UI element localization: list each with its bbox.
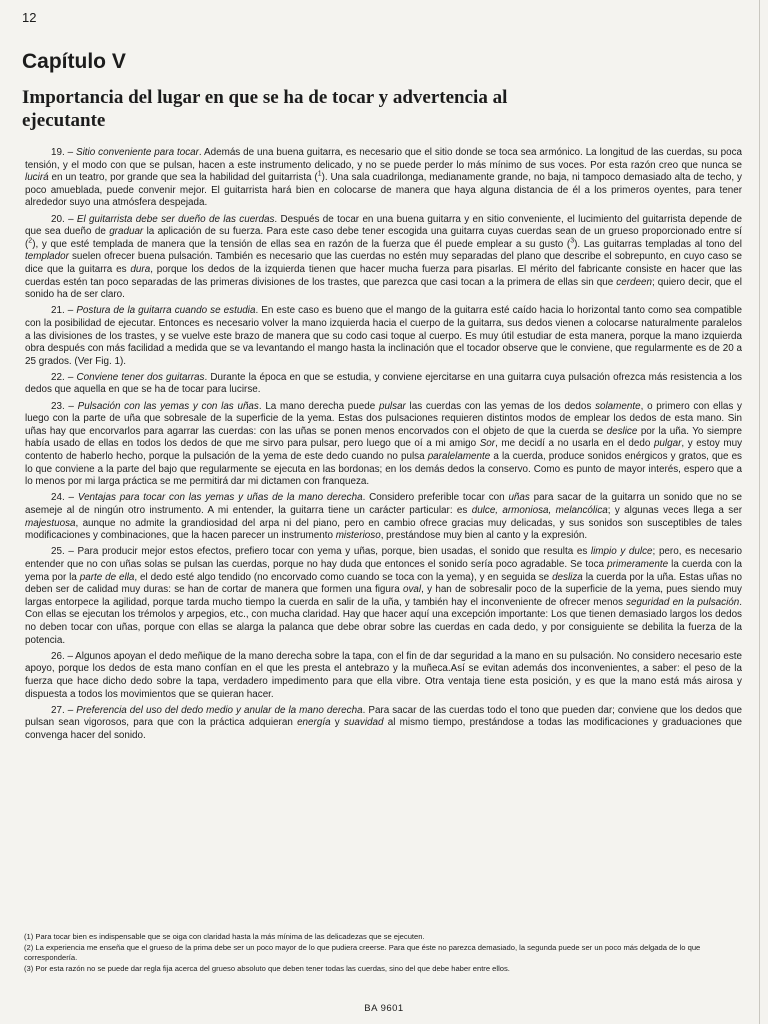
text-run: , o primero con ellas y luego con la parte de uña que sobresale de la superficie de la yema. Estas dos pulsaciones requieren distintos modos de emplear los dedos de esta mano. Sin uñas hay que encorvarlos para agarrar las cuerdas: con las uñas se ponen menos encorvados con el objeto de que la cuerda se bbox=[25, 400, 742, 437]
italic-text: templador bbox=[25, 251, 69, 263]
text-run: ; pero, es necesario entender que no con uñas solas se pulsan las cuerdas, porque no hay duda que entonces el sonido sería poco agradable. Se toca bbox=[25, 546, 742, 570]
text-run: para sacar de la guitarra un sonido que no se asemeje al de ningún otro instrumento. A mi entender, la guitarra tiene un carácter particular: es bbox=[25, 492, 742, 516]
italic-text: Postura de la guitarra cuando se estudia bbox=[76, 305, 256, 317]
italic-text: misterioso bbox=[335, 530, 381, 542]
italic-text: pulgar bbox=[653, 438, 682, 450]
italic-text: Pulsación con las yemas y con las uñas bbox=[77, 400, 259, 412]
text-run: la cuerda por la uña. Estas uñas no deben ser de calidad muy duras: se han de cortar de manera que formen una figura bbox=[25, 571, 743, 596]
text-run: . La mano derecha puede bbox=[258, 400, 379, 412]
italic-text: desliza bbox=[552, 571, 583, 583]
body-text bbox=[25, 147, 742, 746]
footnote-ref: 1 bbox=[317, 170, 322, 178]
text-run: ), y que esté templada de manera que la tensión de ellas sea en razón de la fuerza que él puede emplear a su gusto ( bbox=[32, 238, 571, 250]
italic-text: oval bbox=[402, 584, 422, 596]
paragraph-23 bbox=[25, 401, 742, 489]
paragraph-22 bbox=[25, 372, 742, 397]
italic-text: deslice bbox=[606, 425, 638, 437]
text-run: la cuerda con la yema por la bbox=[25, 558, 742, 583]
text-run: ; quiero decir, que el sonido ha de ser claro. bbox=[25, 276, 742, 301]
text-run: suelen ofrecer buena pulsación. También es necesario que las cuerdas no estén muy separadas del plano que describe el sobrepunto, en cuyo caso se dice que la guitarra es bbox=[25, 251, 742, 275]
italic-text: El guitarrista debe ser dueño de las cuerdas bbox=[76, 213, 275, 225]
text-run: . Después de tocar en una buena guitarra y en sitio conveniente, el lucimiento del guitarrista depende de que sea dueño de bbox=[25, 213, 742, 238]
italic-text: paralelamente bbox=[427, 451, 491, 463]
italic-text: dura bbox=[130, 263, 151, 275]
italic-text: pulsar bbox=[378, 400, 406, 412]
text-run: , y han de sobresalir poco de la superficie de la yema, pues siendo muy largas entorpece la agilidad, porque tarda mucho tiempo la cuerda en salir de la uña, y también hay el inconveniente de ofrecer menos bbox=[25, 584, 742, 608]
text-run: , prestándose muy bien al canto y la expresión. bbox=[380, 530, 588, 542]
text-run: la aplicación de su fuerza. Para este caso debe tener escogida una guitarra cuyas cuerdas sean de un grueso proporcionado entre sí ( bbox=[25, 226, 742, 250]
text-run: en un teatro, por grande que sea la habilidad del guitarrista ( bbox=[48, 172, 318, 184]
text-run: . Durante la época en que se estudia, y conviene ejercitarse en una guitarra cuya pulsación ofrezca más resistencia a los dedos que aquella en que se ha de tocar para lucirse. bbox=[25, 371, 742, 396]
italic-text: Sor bbox=[479, 438, 496, 450]
text-run: 26. – Algunos apoyan el dedo meñique de la mano derecha sobre la tapa, con el fin de dar seguridad a la mano en su pulsación. No considero necesario este apoyo, porque los dedos de esta mano confían en el que les presta el antebrazo y la muñeca.Así se evitan además dos inconvenientes, a saber: el peso de la fuerza que hace dicho dedo sobre la tapa, verdadero impedimento para que ella vibre. Otra ventaja tiene esta posición, y es que la mano está más airosa y dispuesta a todos los movimientos que se quieran hacer. bbox=[25, 650, 742, 700]
text-run: a la cuerda, produce sonidos enérgicos y gratos, que es lo que conviene a la parte del bajo que regularmente se ejecuta en las bordonas; en los demás dedos la conservo. Como es punto de mayor interés, espero que a lo menos por mi larga práctica se me permitirá dar mi dictamen con franqueza. bbox=[25, 451, 742, 488]
section-title: Importancia del lugar en que se ha de tocar y advertencia al ejecutante bbox=[22, 87, 508, 131]
italic-text: solamente bbox=[595, 400, 641, 412]
italic-text: energía bbox=[297, 717, 331, 729]
text-run: al mismo tiempo, prestándose a todas las modificaciones y graduaciones que convenga hacer del sonido. bbox=[25, 717, 742, 741]
text-run: ; y algunas veces llega a ser bbox=[607, 505, 742, 516]
text-run: , aunque no admite la grandiosidad del arpa ni del piano, pero en cambio ofrece gracias muy delicadas, y sus sonidos son susceptibles de tales modificaciones y combinaciones, que la hacen parecer un instrumento bbox=[25, 517, 742, 542]
italic-text: cerdeen bbox=[616, 276, 652, 288]
italic-text: Conviene tener dos guitarras bbox=[76, 371, 205, 383]
text-run: . En este caso es bueno que el mango de la guitarra esté caído hacia lo horizontal tanto como sea compatible con la posibilidad de ejecutar. Entonces es necesario volver la mano izquierda hacia el cuerpo de la guitarra, sus dedos vienen a colocarse naturalmente paralelos a las divisiones de los trastes, y se vuelve este brazo de manera que su codo casi toque al cuerpo. Es muy útil estudiar de esta manera, porque la mano izquierda obra después con más facilidad a medida que se va levantando el mango hasta la inclinación que el tocador observe que le conviene, que regularmente es de 20 a 25 grados. (Ver Fig. 1). bbox=[25, 305, 742, 367]
italic-text: graduar bbox=[109, 226, 144, 238]
italic-text: uñas bbox=[508, 492, 530, 504]
page-number: 12 bbox=[22, 10, 37, 25]
text-run: 21. – bbox=[51, 305, 77, 317]
text-run: . Para sacar de las cuerdas todo el tono que pueden dar; conviene que los dedos que pulsan sean vigorosos, para que con la práctica adquieran bbox=[25, 704, 742, 729]
text-run: . Considero preferible tocar con bbox=[362, 492, 509, 504]
text-run: 27. – bbox=[51, 704, 77, 716]
text-run: las cuerdas con las yemas de los dedos bbox=[405, 400, 596, 412]
footnote-3: (3) Por esta razón no se puede dar regla fija acerca del grueso absoluto que deben tener todas las cuerdas, sino del que debe haber entre ellos. bbox=[24, 964, 510, 973]
scan-edge-line bbox=[759, 0, 760, 1024]
italic-text: majestuosa bbox=[25, 517, 76, 529]
italic-text: Preferencia del uso del dedo medio y anular de la mano derecha bbox=[76, 704, 363, 716]
text-run: , y estoy muy contento de haberlo hecho, porque la pulsación de la yema de este dedo cuando no pulsa bbox=[25, 438, 743, 463]
italic-text: suavidad bbox=[343, 717, 384, 729]
paragraph-24 bbox=[25, 492, 742, 542]
text-run: . Con ellas se ejecutan los trémolos y arpegios, etc., con mucha claridad. Hay que hacer aquí una excepción importante: Los que tienen demasiado largos los dedos no deben tocar con uñas, porque con ellas se alarga la palanca que debe obrar sobre las cuerdas en cada dedo, y por consiguiente se debilita la fuerza de la potencia. bbox=[25, 596, 743, 646]
chapter-heading: Capítulo V bbox=[22, 50, 126, 73]
text-run: 24. – bbox=[51, 492, 78, 504]
italic-text: limpio y dulce bbox=[590, 546, 653, 558]
italic-text: Sitio conveniente para tocar bbox=[76, 147, 199, 158]
paragraph-25 bbox=[25, 546, 742, 647]
footnote-2: (2) La experiencia me enseña que el grueso de la prima debe ser un poco mayor de lo que pudiera creerse. Para que éste no parezca demasiado, la segunda puede ser un poco más delgada de lo que correspondería. bbox=[24, 943, 701, 962]
text-run: , porque los dedos de la izquierda tienen que hacer mucha fuerza para pisarlas. El mérito del fabricante consiste en hacer que las cuerdas estén tan poco separadas de las primeras divisiones de los trastes, que parezca que casi tocan a la primera de ellas sin que bbox=[25, 263, 742, 288]
text-run: ). Una sala cuadrilonga, medianamente grande, no baja, ni tampoco demasiado alta de techo, y poco amueblada, puede convenir mejor. El guitarrista hará bien en colocarse de manera que haya alguna distancia de él a los primeros oyentes, para tener alrededor suyo una atmósfera despejada. bbox=[25, 172, 742, 209]
italic-text: lucirá bbox=[25, 172, 49, 184]
text-run: 25. – Para producir mejor estos efectos, prefiero tocar con yema y uñas, porque, bien usadas, el sonido que resulta es bbox=[51, 546, 591, 558]
footnotes bbox=[24, 932, 742, 975]
italic-text: dulce, armoniosa, melancólica bbox=[471, 505, 608, 516]
text-run: 22. – bbox=[51, 371, 77, 383]
italic-text: primeramente bbox=[607, 558, 669, 570]
italic-text: Ventajas para tocar con las yemas y uñas de la mano derecha bbox=[77, 492, 363, 504]
text-run: por la uña. Yo siempre había usado de ellas en todos los dedos de que me sirvo para pulsar, pero luego que oí a mi amigo bbox=[25, 425, 742, 450]
paragraph-27 bbox=[25, 705, 742, 743]
paragraph-26 bbox=[25, 651, 742, 701]
text-run: y bbox=[330, 717, 344, 729]
paragraph-21 bbox=[25, 305, 742, 368]
italic-text: parte de ella bbox=[79, 571, 135, 583]
footnote-ref: 2 bbox=[28, 237, 33, 245]
text-run: , me decidí a no usarla en el dedo bbox=[495, 438, 654, 450]
text-run: . Además de una buena guitarra, es necesario que el sitio donde se toca sea armónico. La longitud de las cuerdas, su poca tensión, y el modo con que se pulsan, hacen a este instrumento delicado, y no se puede perder lo más mínimo de sus voces. Por esta razón creo que nunca se bbox=[25, 147, 742, 171]
text-run: 20. – bbox=[51, 213, 77, 225]
catalog-number: BA 9601 bbox=[364, 1003, 404, 1014]
text-run: ). Las guitarras templadas al tono del bbox=[574, 238, 742, 250]
paragraph-19 bbox=[25, 147, 742, 210]
text-run: , el dedo esté algo tendido (no encorvado como cuando se toca con la yema), y en seguida se bbox=[134, 571, 553, 583]
footnote-ref: 3 bbox=[570, 237, 575, 245]
italic-text: seguridad en la pulsación bbox=[626, 596, 740, 608]
footnote-1: (1) Para tocar bien es indispensable que se oiga con claridad hasta la más mínima de las delicadezas que se ejecuten. bbox=[24, 932, 425, 941]
text-run: 19. – bbox=[51, 147, 77, 158]
paragraph-20 bbox=[25, 214, 742, 302]
text-run: 23. – bbox=[51, 400, 78, 412]
